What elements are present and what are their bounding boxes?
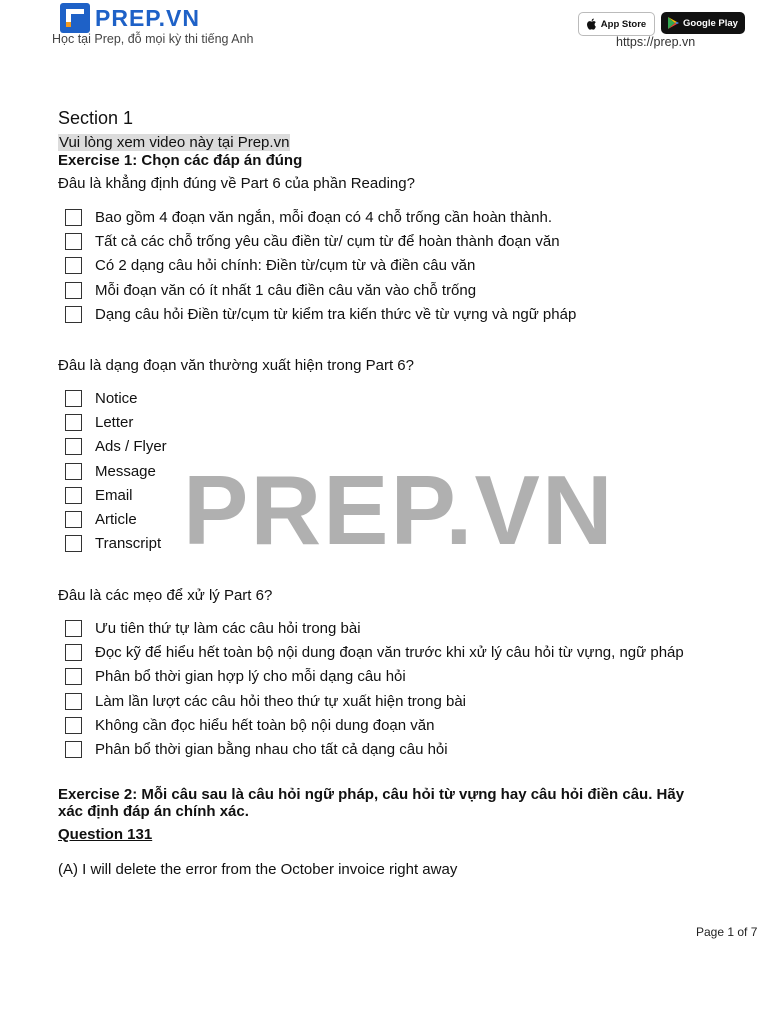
google-play-button[interactable] (661, 12, 745, 34)
video-note-link[interactable]: Vui lòng xem video này tại Prep.vn (59, 134, 290, 151)
option-label: Đọc kỹ để hiểu hết toàn bộ nội dung đoạn văn trước khi xử lý câu hỏi từ vựng, ngữ pháp (95, 643, 684, 661)
option-item[interactable] (65, 689, 684, 713)
option-label: Ưu tiên thứ tự làm các câu hỏi trong bài (95, 619, 361, 637)
checkbox[interactable] (65, 414, 82, 431)
google-play-label: Google Play (683, 17, 738, 29)
exercise2-title: Exercise 2: Mỗi câu sau là câu hỏi ngữ pháp, câu hỏi từ vựng hay câu hỏi điền câu. Hãy xác định đáp án chính xác. (58, 786, 685, 820)
checkbox[interactable] (65, 620, 82, 637)
option-item[interactable] (65, 278, 576, 302)
option-label: Phân bổ thời gian bằng nhau cho tất cả dạng câu hỏi (95, 741, 448, 759)
prep-logo[interactable] (60, 3, 200, 33)
question-3-options (65, 616, 684, 762)
option-label: Letter (95, 413, 134, 431)
option-item[interactable] (65, 665, 684, 689)
page-number: Page 1 of 7 (696, 925, 758, 939)
logo-text: PREP.VN (95, 5, 201, 31)
option-item[interactable] (65, 459, 167, 483)
checkbox[interactable] (65, 438, 82, 455)
watermark: PREP.VN (183, 455, 615, 565)
checkbox[interactable] (65, 717, 82, 734)
question-2-options (65, 386, 167, 556)
question-1-text: Đâu là khẳng định đúng về Part 6 của phần Reading? (58, 175, 415, 192)
option-item[interactable] (65, 302, 576, 326)
option-label: Bao gồm 4 đoạn văn ngắn, mỗi đoạn có 4 chỗ trống cần hoàn thành. (95, 208, 553, 226)
checkbox[interactable] (65, 463, 82, 480)
site-url-link[interactable]: https://prep.vn (616, 35, 696, 49)
tagline: Học tại Prep, đỗ mọi kỳ thi tiếng Anh (52, 32, 254, 46)
checkbox[interactable] (65, 741, 82, 758)
prep-logo-mark-icon (60, 3, 90, 33)
option-label: Có 2 dạng câu hỏi chính: Điền từ/cụm từ và điền câu văn (95, 257, 476, 275)
checkbox[interactable] (65, 282, 82, 299)
app-store-label: App Store (600, 18, 647, 30)
option-label: Email (95, 486, 133, 504)
option-item[interactable] (65, 483, 167, 507)
option-item[interactable] (65, 640, 684, 664)
google-play-icon (668, 17, 679, 29)
checkbox[interactable] (65, 487, 82, 504)
apple-icon (587, 18, 597, 30)
option-item[interactable] (65, 386, 167, 410)
option-label: Article (95, 511, 137, 529)
question-1-options (65, 205, 576, 326)
option-label: Dạng câu hỏi Điền từ/cụm từ kiểm tra kiến thức về từ vựng và ngữ pháp (95, 305, 577, 323)
checkbox[interactable] (65, 535, 82, 552)
checkbox[interactable] (65, 257, 82, 274)
checkbox[interactable] (65, 306, 82, 323)
checkbox[interactable] (65, 511, 82, 528)
checkbox[interactable] (65, 209, 82, 226)
option-label: Message (95, 462, 156, 480)
question-131-label: Question 131 (58, 826, 153, 843)
option-item[interactable] (65, 254, 576, 278)
question-2-text: Đâu là dạng đoạn văn thường xuất hiện trong Part 6? (58, 357, 414, 374)
app-store-button[interactable] (578, 12, 655, 36)
page-header (0, 0, 768, 60)
question-131-option-a: (A) I will delete the error from the October invoice right away (58, 861, 458, 878)
section-title: Section 1 (58, 108, 134, 128)
option-item[interactable] (65, 616, 684, 640)
option-item[interactable] (65, 532, 167, 556)
checkbox[interactable] (65, 693, 82, 710)
option-label: Transcript (95, 535, 162, 553)
option-item[interactable] (65, 205, 576, 229)
option-label: Phân bổ thời gian hợp lý cho mỗi dạng câu hỏi (95, 668, 406, 686)
option-item[interactable] (65, 737, 684, 761)
option-item[interactable] (65, 229, 576, 253)
checkbox[interactable] (65, 233, 82, 250)
exercise1-title: Exercise 1: Chọn các đáp án đúng (58, 152, 303, 169)
option-label: Notice (95, 389, 138, 407)
option-item[interactable] (65, 713, 684, 737)
question-3-text: Đâu là các mẹo để xử lý Part 6? (58, 587, 273, 604)
option-label: Không cần đọc hiểu hết toàn bộ nội dung đoạn văn (95, 716, 435, 734)
option-label: Làm lần lượt các câu hỏi theo thứ tự xuất hiện trong bài (95, 692, 467, 710)
option-label: Ads / Flyer (95, 438, 167, 456)
option-item[interactable] (65, 507, 167, 531)
checkbox[interactable] (65, 644, 82, 661)
option-label: Mỗi đoạn văn có ít nhất 1 câu điền câu văn vào chỗ trống (95, 281, 477, 299)
option-item[interactable] (65, 435, 167, 459)
option-label: Tất cả các chỗ trống yêu cầu điền từ/ cụm từ để hoàn thành đoạn văn (95, 232, 560, 250)
checkbox[interactable] (65, 390, 82, 407)
checkbox[interactable] (65, 668, 82, 685)
option-item[interactable] (65, 410, 167, 434)
